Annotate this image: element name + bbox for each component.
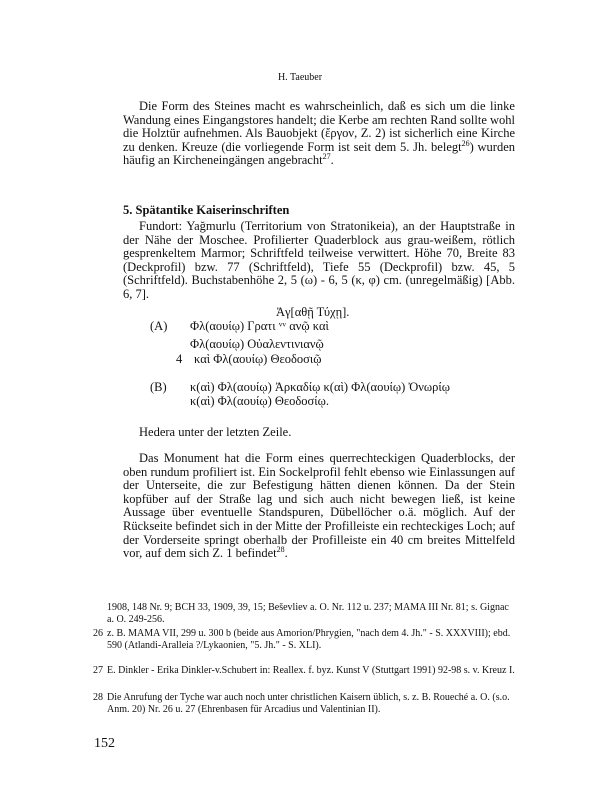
footnote-continuation — [93, 602, 517, 625]
inscription-line-0: Ἀγ[αθῇ Τύχῃ]. — [276, 305, 350, 319]
footnote-marker: 27 — [93, 665, 103, 676]
footnote-text: E. Dinkler - Erika Dinkler-v.Schubert in: Reallex. f. byz. Kunst V (Stuttgart 1991) 92-98 s. v. Kreuz I. — [107, 665, 515, 676]
paragraph-monument — [123, 452, 515, 561]
paragraph-1-text: Die Form des Steines macht es wahrscheinlich, daß es sich um die linke Wandung eines Eingangstores handelt; die Kerbe am rechten Rand sollte wohl die Holztür aufnehmen. Als Bauobjekt (ἔργον, Z. 2) ist sicherlich eine Kirche zu denken. Kreuze (die vorliegende Form ist seit dem 5. Jh. belegt — [123, 99, 515, 154]
section-heading: 5. Spätantike Kaiserinschriften — [123, 203, 290, 217]
hedera-note: Hedera unter der letzten Zeile. — [139, 425, 292, 439]
paragraph-findspot: Fundort: Yağmurlu (Territorium von Stratonikeia), an der Hauptstraße in der Nähe der Moschee. Profilierter Quaderblock aus grau-weißem, rötlich gesprenkeltem Marmor; Schriftfeld teilweise verwittert. Höhe 70, Breite 83 (Deckprofil) bzw. 77 (Schriftfeld), Tiefe 55 (Deckprofil) bzw. 45, 5 (Schriftfeld). Buchstabenhöhe 2, 5 (ω) - 6, 5 (κ, φ) cm. (unregelmäßig) [Abb. 6, 7]. — [123, 219, 515, 301]
footnote-ref-26[interactable]: 26 — [461, 138, 470, 148]
footnote-marker: 28 — [93, 692, 103, 703]
footnote-marker: 26 — [93, 628, 103, 639]
footnote-text: z. B. MAMA VII, 299 u. 300 b (beide aus Amorion/Phrygien, "nach dem 4. Jh." - S. XXXVIII); ebd. 590 (Atlandi-Aralleia ?/Lykaonien, "5. Jh." - S. XLI). — [107, 628, 511, 651]
inscription-line-a4: καὶ Φλ(αουίῳ) Θεοδοσιῷ — [194, 352, 322, 366]
footnote-text: 1908, 148 Nr. 9; BCH 33, 1909, 39, 15; Beševliev a. O. Nr. 112 u. 237; MAMA III Nr. 81; s. Gignac a. O. 249-256. — [107, 602, 509, 625]
footnote-26 — [93, 628, 517, 651]
footnote-28 — [93, 692, 517, 715]
footnote-ref-27[interactable]: 27 — [322, 152, 331, 162]
inscription-line-a2: Φλ(αουίῳ) Οὐαλεντινιανῷ — [190, 337, 324, 351]
inscription-label-b: (B) — [150, 380, 167, 394]
running-header: H. Taeuber — [277, 72, 323, 83]
paragraph-1-text-end: . — [330, 153, 334, 168]
inscription-line-a1: Φλ(αουίῳ) Γρατι ᵛᵛ ανῷ καὶ — [190, 319, 329, 333]
inscription-line-b2: κ(αὶ) Φλ(αουίῳ) Θεοδοσίῳ. — [190, 394, 330, 408]
inscription-line-b1: κ(αὶ) Φλ(αουίῳ) Ἀρκαδίῳ κ(αὶ) Φλ(αουίῳ) Ὀνωρίῳ — [190, 380, 450, 394]
page-number: 152 — [94, 736, 115, 751]
footnote-ref-28[interactable]: 28 — [276, 545, 285, 554]
paragraph-1 — [123, 100, 515, 168]
paragraph-monument-end: . — [284, 546, 288, 561]
footnote-text: Die Anrufung der Tyche war auch noch unter christlichen Kaisern üblich, s. z. B. Roueché a. O. (s.o. Anm. 20) Nr. 26 u. 27 (Ehrenbasen für Arcadius und Valentinian II). — [107, 692, 510, 715]
paragraph-monument-text: Das Monument hat die Form eines querrechteckigen Quaderblocks, der oben rundum profiliert ist. Ein Sockelprofil fehlt ebenso wie Einlassungen auf der Unterseite, die zur Befestigung hätten dienen können. Da der Stein kopfüber auf der Straße lag und sich auch nicht bewegen ließ, ist keine Aussage über eventuelle Standspuren, Dübellöcher o.ä. möglich. Auf der Rückseite befindet sich in der Mitte der Profilleiste ein rechteckiges Loch; auf der Vorderseite springt oberhalb der Profilleiste ein 40 cm breites Mittelfeld vor, auf dem sich Z. 1 befindet — [123, 451, 515, 561]
paragraph-1-text-mid: ) wurden häufig an Kircheneingängen angebracht — [123, 139, 515, 168]
footnote-27 — [93, 665, 517, 677]
inscription-label-a: (A) — [150, 319, 168, 333]
inscription-text — [150, 306, 530, 406]
inscription-line-number: 4 — [176, 352, 183, 366]
